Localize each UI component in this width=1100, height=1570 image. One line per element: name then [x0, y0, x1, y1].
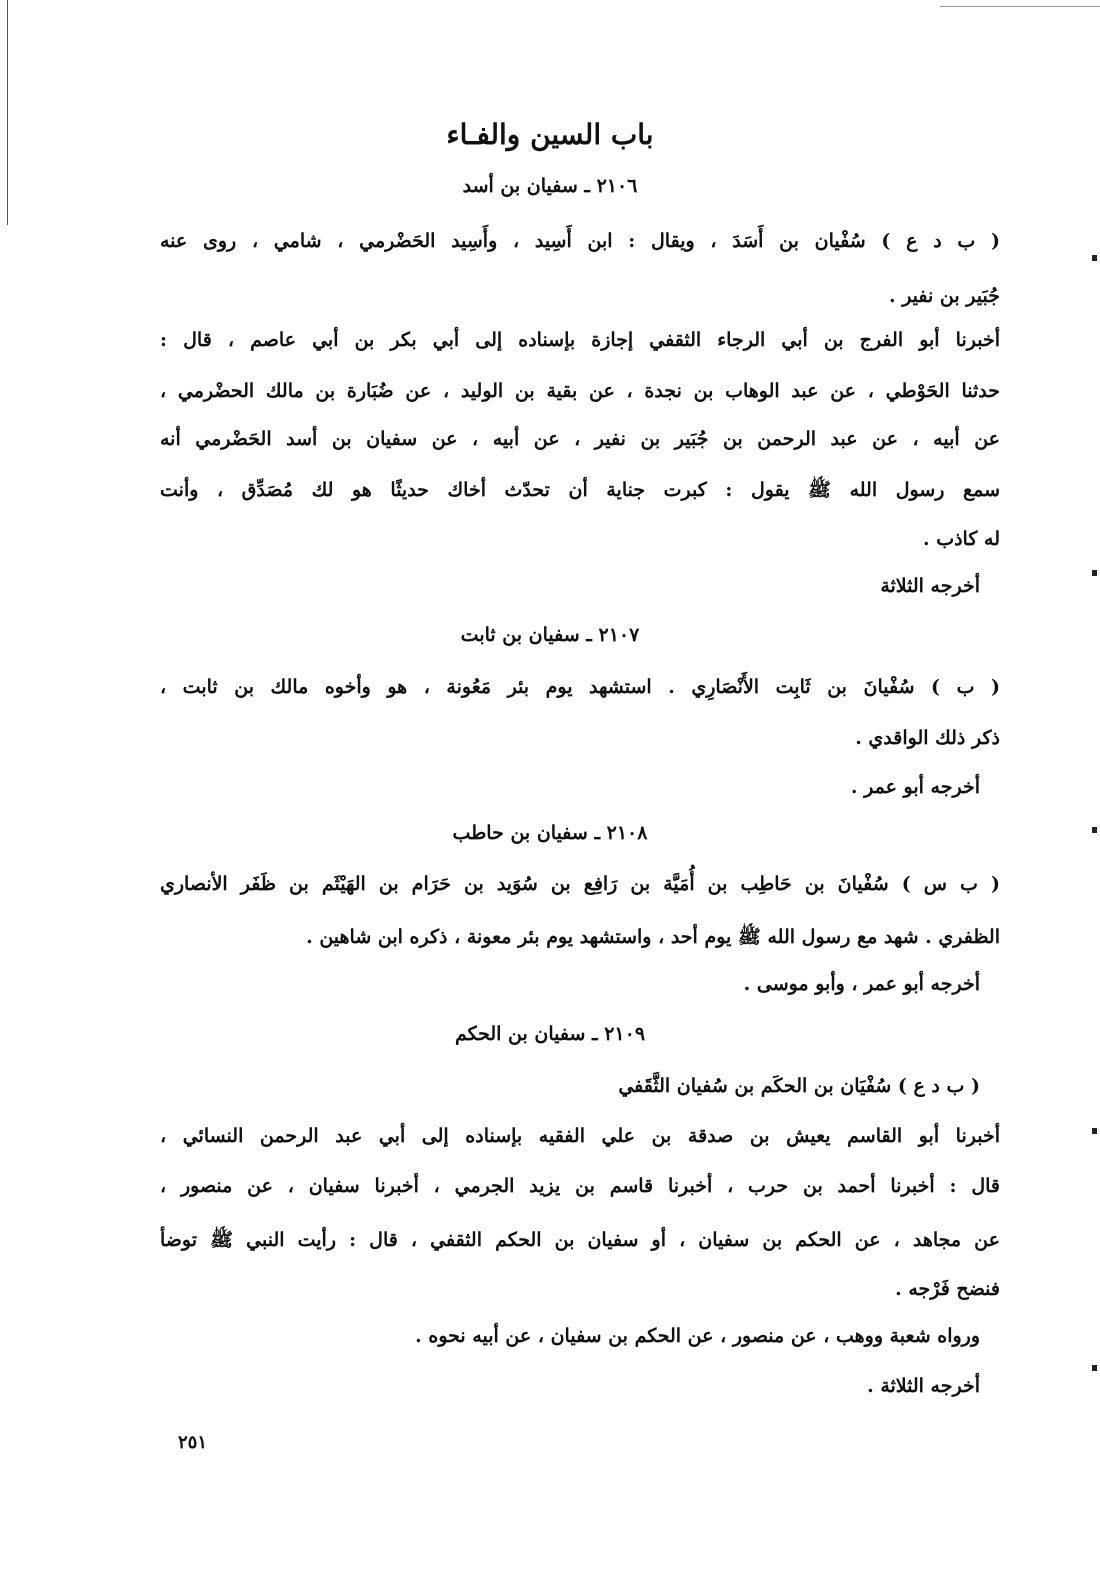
entry-text-line: سمع رسول الله ﷺ يقول : كبرت جناية أن تحدّث أخاك حديثًا هو لك مُصَدِّق ، وأنت [160, 479, 1000, 501]
entry-text-line: ذكر ذلك الواقدي . [855, 727, 1000, 749]
margin-mark [1092, 570, 1097, 576]
attribution-line: أخرجه أبو عمر . [850, 776, 980, 798]
entry-text-line: عن أبيه ، عن عبد الرحمن بن جُبَير بن نفير ، عن أبيه ، عن سفيان بن أسد الحَضْرمي أنه [160, 428, 1000, 450]
entry-text-line: حدثنا الحَوْطي ، عن عبد الوهاب بن نجدة ، عن بقية بن الوليد ، عن ضُبَارة بن مالك الحضْرمي ، [160, 380, 1000, 402]
entry-text-line: ( ب د ع ) سُفْيَان بن الحكَم بن سُفيان الثَّقَفي [618, 1075, 980, 1097]
attribution-line: أخرجه الثلاثة [880, 575, 980, 597]
entry-text-line: أخبرنا أبو القاسم يعيش بن صدقة بن علي الفقيه بإسناده إلى أبي عبد الرحمن النسائي ، [160, 1125, 1000, 1147]
chapter-title: باب السين والفـاء [446, 118, 654, 151]
page-number: ٢٥١ [178, 1432, 208, 1453]
entry-text-line: له كاذب . [922, 528, 1000, 550]
margin-mark [1092, 255, 1097, 261]
entry-text-line: أخبرنا أبو الفرج بن أبي الرجاء الثقفي إجازة بإسناده إلى أبي بكر بن أبي عاصم ، قال : [160, 329, 1000, 351]
entry-text-line: الظفري . شهد مع رسول الله ﷺ يوم أحد ، واستشهد يوم بئر معونة ، ذكره ابن شاهين . [306, 926, 1000, 948]
entry-text-line: ( ب د ع ) سُفْيان بن أَسَدَ ، ويقال : ابن أَسِيد ، وأَسِيد الحَضْرمي ، شامي ، روى عنه [160, 230, 1000, 252]
margin-mark [1092, 1365, 1097, 1371]
entry-text-line: عن مجاهد ، عن الحكم بن سفيان ، أو سفيان بن الحكم الثقفي ، قال : رأيت النبي ﷺ توضأ [160, 1229, 1000, 1251]
entry-text-line: ( ب ) سُفْيانَ بن ثَابِت الأَنْصَارِي . استشهد يوم بئر مَعُونة ، هو وأخوه مالك بن ثابت ، [160, 676, 1000, 698]
entry-text-line: جُبَير بن نفير . [888, 285, 1000, 307]
margin-mark [1092, 1128, 1097, 1134]
entry-heading: ٢١٠٨ ـ سفيان بن حاطب [452, 822, 648, 844]
entry-text-line: فنضح فَرْجه . [895, 1278, 1000, 1300]
scan-edge-line-top [940, 6, 1100, 7]
entry-text-line: قال : أخبرنا أحمد بن حرب ، أخبرنا قاسم بن يزيد الجرمي ، أخبرنا سفيان ، عن منصور ، [160, 1175, 1000, 1197]
attribution-line: أخرجه أبو عمر ، وأبو موسى . [743, 973, 980, 995]
entry-text-line: ورواه شعبة ووهب ، عن منصور ، عن الحكم بن سفيان ، عن أبيه نحوه . [415, 1325, 980, 1347]
entry-heading: ٢١٠٩ ـ سفيان بن الحكم [454, 1023, 646, 1045]
attribution-line: أخرجه الثلاثة . [867, 1375, 980, 1397]
entry-text-line: ( ب س ) سُفْيانَ بن حَاطِب بن أُمَيَّة بن رَافِع بن سُوَيد بن حَرَام بن الهَيْثَم بن ظَفَر الأنصاري [160, 873, 1000, 895]
entry-heading: ٢١٠٧ ـ سفيان بن ثابت [460, 624, 640, 646]
entry-heading: ٢١٠٦ ـ سفيان بن أسد [462, 175, 638, 197]
